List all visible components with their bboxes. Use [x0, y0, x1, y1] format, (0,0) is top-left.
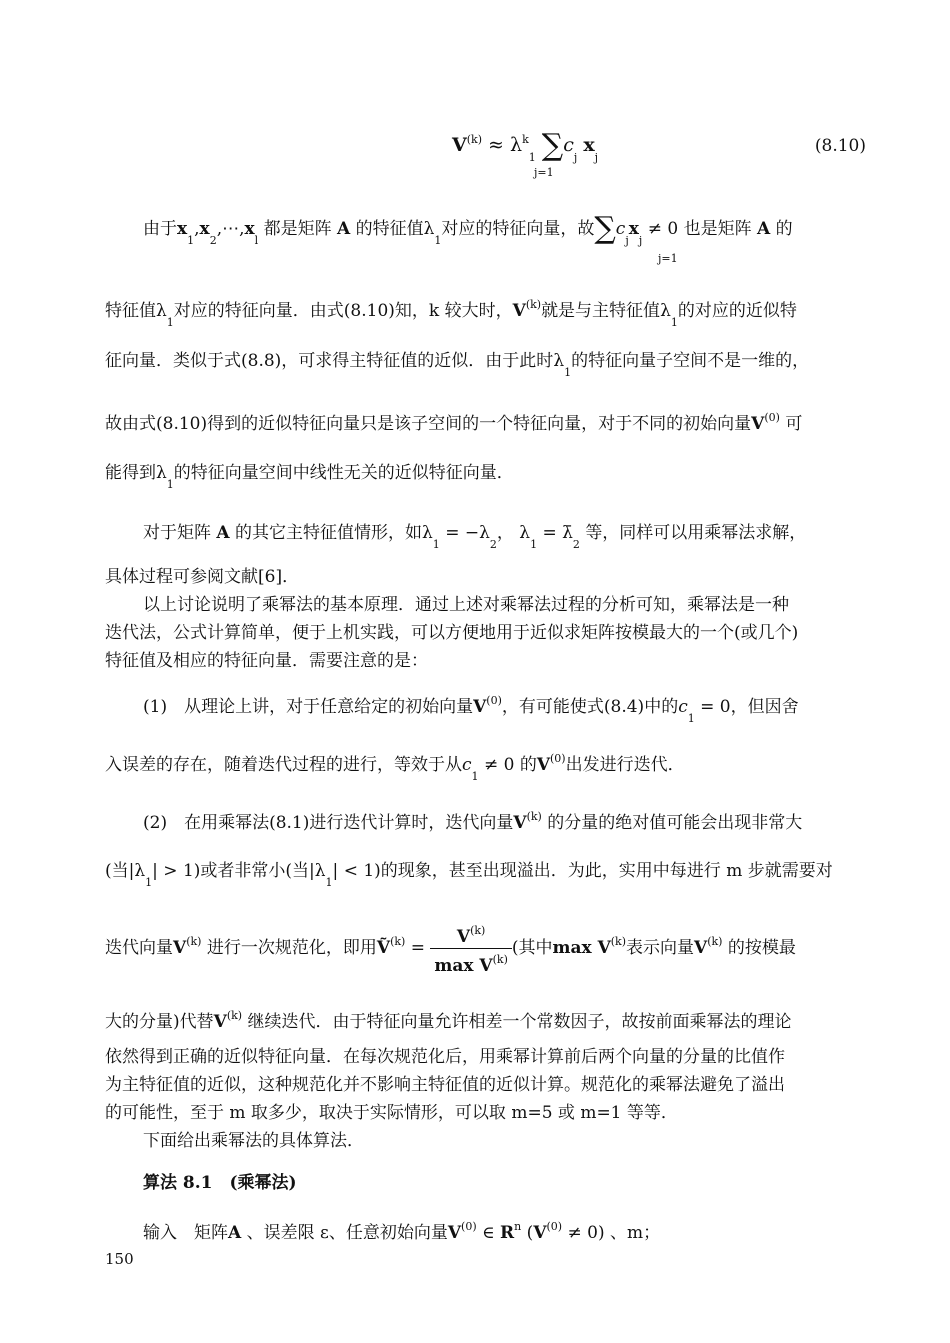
text-line-4: 故由式(8.10)得到的近似特征向量只是该子空间的一个特征向量，对于不同的初始向量$V^{(0)}$ 可 — [105, 411, 803, 434]
text-line-19: 的可能性，至于 m 取多少，取决于实际情形，可以取 m=5 或 m=1 等等． — [105, 1103, 678, 1123]
text-line-13: (2) 在用乘幂法(8.1)进行迭代计算时，迭代向量$V^{(k)}$ 的分量的绝对值可能会出现非常大 — [143, 810, 803, 833]
text-line-7: 具体过程可参阅文献[6]． — [105, 567, 300, 587]
text-line-17: 依然得到正确的近似特征向量．在每次规范化后，用乘幂计算前后两个向量的分量的比值作 — [105, 1047, 785, 1067]
text-line-2: 特征值$\lambda_1$对应的特征向量．由式(8.10)知，k 较大时，$V^{(k)}$就是与主特征值$\lambda_1$的对应的近似特 — [105, 298, 797, 329]
page-number: 150 — [105, 1250, 134, 1268]
sum-lower-limit-2: j=1 — [658, 252, 678, 265]
sum-lower-limit: j=1 — [534, 166, 554, 179]
algorithm-input-line: 输入 矩阵A 、误差限 ε、任意初始向量$V^{(0)}$ ∈ $R^n$ $(V^{(0)} \ne 0)$ 、m； — [143, 1220, 661, 1243]
text-line-18: 为主特征值的近似，这种规范化并不影响主特征值的近似计算。规范化的乘幂法避免了溢出 — [105, 1075, 785, 1095]
algorithm-heading: 算法 8.1 (乘幂法) — [143, 1173, 297, 1193]
text-line-9: 迭代法，公式计算简单，便于上机实践，可以方便地用于近似求矩阵按模最大的一个(或几个) — [105, 623, 799, 643]
text-line-5: 能得到$\lambda_1$的特征向量空间中线性无关的近似特征向量． — [105, 463, 514, 491]
equation-number: (8.10) — [814, 136, 866, 156]
text-line-15: 迭代向量$V^{(k)}$ 进行一次规范化，即用Ṽ$^{(k)}$ = $\frac{V^{(k)}}{\max V^{(k)}}$ (其中$\max V^{(k)}$表示向量$V^{(k)}$ 的按模最 — [105, 918, 796, 977]
text-line-12: 入误差的存在，随着迭代过程的进行，等效于从$c_1 \ne 0$ 的$V^{(0)}$出发进行迭代． — [105, 752, 685, 783]
text-line-20: 下面给出乘幂法的具体算法． — [143, 1131, 364, 1151]
text-line-6: 对于矩阵 A 的其它主特征值情形，如$\lambda_1 = -\lambda_2$， $\lambda_1$ = $\lambdā_2$ 等，同样可以用乘幂法求解， — [143, 523, 807, 551]
text-line-14: (当$|\lambda_1| > 1$)或者非常小(当$|\lambda_1| < 1$)的现象，甚至出现溢出．为此，实用中每进行 m 步就需要对 — [105, 861, 833, 889]
text-line-16: 大的分量)代替$V^{(k)}$ 继续迭代．由于特征向量允许相差一个常数因子，故按前面乘幂法的理论 — [105, 1009, 792, 1032]
text-line-8: 以上讨论说明了乘幂法的基本原理．通过上述对乘幂法过程的分析可知，乘幂法是一种 — [143, 595, 789, 615]
text-line-11: (1) 从理论上讲，对于任意给定的初始向量$V^{(0)}$，有可能使式(8.4)中的$c_1 = 0$，但因舍 — [143, 694, 799, 725]
equation-8-10: $V^{(k)} \approx \lambda^k_1$ $\sum c_j$ $x_j$ — [452, 128, 599, 164]
text-line-3: 征向量．类似于式(8.8)，可求得主特征值的近似．由于此时$\lambda_1$的特征向量子空间不是一维的， — [105, 351, 810, 379]
text-line-1: 由于$x_1,x_2,\cdots,x_l$ 都是矩阵 A 的特征值$\lambda_1$对应的特征向量，故$\sum c_jx_j \ne 0$ 也是矩阵 A 的 — [143, 211, 793, 247]
normalization-fraction: $\frac{V^{(k)}}{\max V^{(k)}}$ — [430, 920, 512, 977]
text-line-10: 特征值及相应的特征向量．需要注意的是： — [105, 651, 428, 671]
